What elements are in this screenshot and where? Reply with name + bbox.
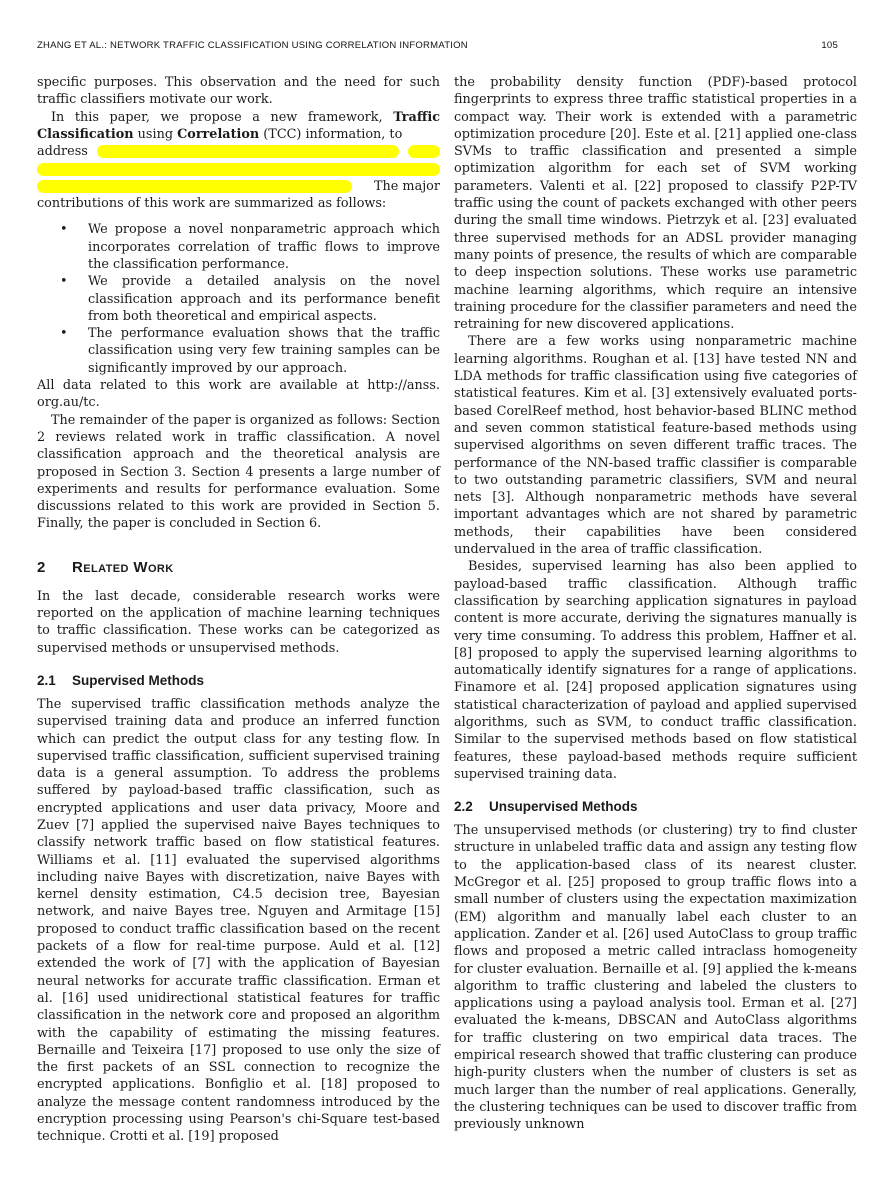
list-item [37,221,440,273]
intro-seg3: (TCC) information, to [259,126,403,142]
subsection-heading-unsupervised-methods [454,799,857,815]
contributions-list [37,221,440,377]
section-number: 2 [37,558,46,576]
left-column [37,74,440,1146]
bullet-icon: • [60,222,68,238]
section-heading-related-work [37,559,440,577]
right-column [454,74,857,1146]
paragraph-opening: specific purposes. This observation and the need for such traffic classifiers motivate our work. [37,75,440,108]
bullet-text: The performance evaluation shows that the traffic classification using very few training samples can be significantly improved by our approach. [88,326,440,376]
page-number: 105 [821,40,838,51]
bullet-text: We propose a novel nonparametric approach which incorporates correlation of traffic flows to improve the classification performance. [88,222,440,272]
highlight-line-3 [37,178,440,195]
redaction-highlight [408,145,440,158]
running-title: ZHANG ET AL.: NETWORK TRAFFIC CLASSIFICATION USING CORRELATION INFORMATION [37,40,468,51]
list-item [37,325,440,377]
running-header [0,0,882,51]
subsection-title: Supervised Methods [72,672,205,688]
intro-bold-correlation: Correlation [177,126,260,142]
list-item [37,273,440,325]
paragraph-nonparametric: There are a few works using nonparametric machine learning algorithms. Roughan et al. [13] have tested NN and LDA methods for traffic classification using five categories of statistical features. Kim et al. [3] extensively evaluated ports-based CorelReef method, host behavior-based BLINC method and seven common statistical feature-based methods using supervised algorithms on seven different traffic traces. The performance of the NN-based traffic classifier is comparable to two outstanding parametric classifiers, SVM and neural nets [3]. Although nonparametric methods have several important advantages which are not shared by parametric methods, their capabilities have been considered undervalued in the area of traffic classification. [454,334,857,558]
redaction-highlight [37,163,440,176]
bullet-text: We provide a detailed analysis on the novel classification approach and its performance benefit from both theoretical and empirical aspects. [88,274,440,324]
intro-bold-traffic-classification: Traffic Classification [37,109,440,142]
subsection-number: 2.1 [37,672,56,688]
subsection-title: Unsupervised Methods [489,799,638,815]
two-column-body [37,74,857,1146]
paragraph-data-availability: All data related to this work are available at http://anss. org.au/tc. [37,378,440,411]
redaction-highlight [97,145,399,158]
highlight-lead-word: address [37,144,88,160]
intro-seg2: using [133,126,178,142]
paragraph-intro [37,109,440,144]
highlight-line-2 [37,160,440,177]
bullet-icon: • [60,274,68,290]
highlight-line-1 [37,143,440,160]
section-title: Related Work [72,558,174,576]
highlight-trail-text: The major [374,178,440,194]
bullet-icon: • [60,326,68,342]
intro-seg1: In this paper, we propose a new framework, [51,109,394,125]
paragraph-related-work-intro: In the last decade, considerable research works were reported on the application of machine learning techniques to traffic classification. These works can be categorized as supervised methods or unsupervised methods. [37,588,440,656]
subsection-heading-supervised-methods [37,673,440,689]
subsection-number: 2.2 [454,799,473,815]
paragraph-roadmap: The remainder of the paper is organized as follows: Section 2 reviews related work in traffic classification. A novel classification approach and the theoretical analysis are proposed in Section 3. Section 4 presents a large number of experiments and results for performance evaluation. Some discussions related to this work are provided in Section 5. Finally, the paper is concluded in Section 6. [37,412,440,532]
redaction-highlight [37,180,352,193]
intro-closing-line: contributions of this work are summarized as follows: [37,196,387,212]
paragraph-unsupervised-methods: The unsupervised methods (or clustering) try to find cluster structure in unlabeled traffic data and assign any testing flow to the application-based class of its nearest cluster. McGregor et al. [25] proposed to group traffic flows into a small number of clusters using the expectation maximization (EM) algorithm and manually label each cluster to an application. Zander et al. [26] used AutoClass to group traffic flows and proposed a metric called intraclass homogeneity for cluster evaluation. Bernaille et al. [9] applied the k-means algorithm to traffic clustering and labeled the clusters to applications using a payload analysis tool. Erman et al. [27] evaluated the k-means, DBSCAN and AutoClass algorithms for traffic clustering on two empirical data traces. The empirical research showed that traffic clustering can produce high-purity clusters when the number of clusters is set as much larger than the number of real applications. Generally, the clustering techniques can be used to discover traffic from previously unknown [454,823,857,1133]
paragraph-payload-based: Besides, supervised learning has also been applied to payload-based traffic classification. Although traffic classification by searching application signatures in payload content is more accurate, deriving the signatures manually is very time consuming. To address this problem, Haffner et al. [8] proposed to apply the supervised learning algorithms to automatically identify signatures for a range of applications. Finamore et al. [24] proposed application signatures using statistical characterization of payload and applied supervised algorithms, such as SVM, to conduct traffic classification. Similar to the supervised methods based on flow statistical features, these payload-based methods require sufficient supervised training data. [454,559,857,782]
paragraph-continuation: the probability density function (PDF)-based protocol fingerprints to express three traffic statistical properties in a compact way. Their work is extended with a parametric optimization procedure [20]. Este et al. [21] applied one-class SVMs to traffic classification and presented a simple optimization algorithm for each set of SVM working parameters. Valenti et al. [22] proposed to classify P2P-TV traffic using the count of packets exchanged with other peers during the small time windows. Pietrzyk et al. [23] evaluated three supervised methods for an ADSL provider managing many points of presence, the results of which are comparable to deep inspection solutions. These works use parametric machine learning algorithms, which require an intensive training procedure for the classifier parameters and need the retraining for new discovered applications. [454,75,857,333]
paragraph-supervised-methods: The supervised traffic classification methods analyze the supervised training data and produce an inferred function which can predict the output class for any testing flow. In supervised traffic classification, sufficient supervised training data is a general assumption. To address the problems suffered by payload-based traffic classification, such as encrypted applications and user data privacy, Moore and Zuev [7] applied the supervised naive Bayes techniques to classify network traffic based on flow statistical features. Williams et al. [11] evaluated the supervised algorithms including naive Bayes with discretization, naive Bayes with kernel density estimation, C4.5 decision tree, Bayesian network, and naive Bayes tree. Nguyen and Armitage [15] proposed to conduct traffic classification based on the recent packets of a flow for real-time purpose. Auld et al. [12] extended the work of [7] with the application of Bayesian neural networks for accurate traffic classification. Erman et al. [16] used unidirectional statistical features for traffic classification in the network core and proposed an algorithm with the capability of estimating the missing features. Bernaille and Teixeira [17] proposed to use only the size of the first packets of an SSL connection to recognize the encrypted applications. Bonfiglio et al. [18] proposed to analyze the message content randomness introduced by the encryption processing using Pearson's chi-Square test-based technique. Crotti et al. [19] proposed [37,696,440,1145]
